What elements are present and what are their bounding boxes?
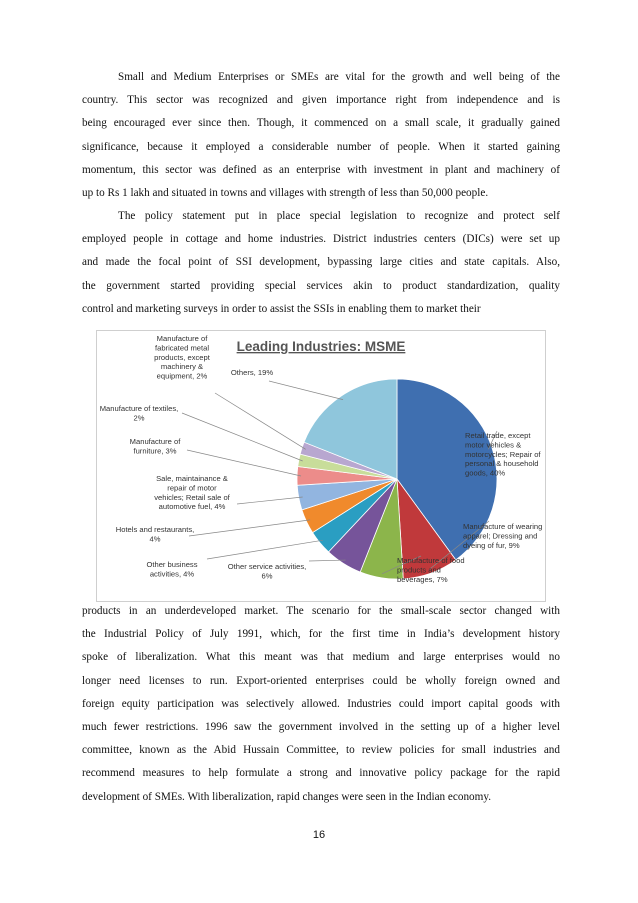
slice-label-line: motorcycles; Repair of [465,449,541,459]
slice-label-line: equipment, 2% [156,371,208,381]
slice-label-line: 6% [261,571,273,581]
text-line: longer need licenses to run. Export-oriented enterprises could be wholly foreign owned and [82,674,560,687]
text-line: The policy statement put in place special legislation to recognize and protect self [118,210,560,222]
slice-label-line: fabricated metal [154,343,210,353]
slice-label-line: 2% [133,413,145,423]
slice-label-line: machinery & [160,362,204,372]
slice-label-line: Other service activities, [227,562,307,571]
slice-label-line: activities, 4% [149,569,195,579]
slice-label-line: Manufacture of food [397,556,465,565]
text-line: development of SMEs. With liberalization, rapid changes were seen in the Indian economy. [82,790,492,803]
text-line: Small and Medium Enterprises or SMEs are vital for the growth and well being of the [118,71,560,83]
slice-label-line: Other business [146,560,198,569]
slice-label [154,474,230,511]
text-line: control and marketing surveys in order to assist the SSIs in enabling them to market their [82,302,481,315]
text-line: foreign equity participation was selectively allowed. Industries could import capital goods with [82,697,560,710]
slice-label-line: products, except [154,352,210,362]
text-line: committee, known as the Abid Hussain Committee, to review policies for small industries and [82,744,560,757]
slice-label-line: vehicles; Retail sale of [154,492,230,502]
leader-line [207,540,323,559]
pie-chart [96,330,546,602]
slice-label-line: motor vehicles & [465,440,522,450]
text-line: the Industrial Policy of July 1991, which, for the first time in India’s development history [82,628,560,641]
slice-label-line: beverages, 7% [397,574,448,584]
slice-label [130,437,182,455]
slice-label-line: Retail trade, except [465,431,531,440]
page-number: 16 [312,829,326,841]
slice-label-line: Manufacture of [129,437,181,446]
slice-label-line: Sale, maintainance & [156,474,228,483]
slice-label [463,522,542,550]
slice-label-line: dyeing of fur, 9% [463,540,520,550]
text-line: country. This sector was recognized and given importance right from independence and is [82,94,560,107]
text-line: employed people in cottage and home industries. District industries centers (DICs) were set up [82,233,560,246]
slice-label-line: Hotels and restaurants, [115,525,195,534]
slice-label-line: goods, 40% [465,468,506,478]
slice-label [116,525,195,543]
leader-line [269,381,343,400]
slice-label [465,431,541,478]
text-line: the government started providing special services akin to product standardization, quality [82,279,560,292]
leader-line [189,520,310,536]
text-line: recommend measures to help formulate a strong and innovative policy package for the rapid [82,767,560,780]
slice-label-line: apparel; Dressing and [463,531,538,541]
text-line: being encouraged ever since then. Though, it commenced on a small scale, it gradually gained [82,117,560,130]
slice-label-line: Manufacture of textiles, [99,404,179,413]
slice-label [231,368,273,377]
leader-line [215,393,306,449]
slice-label-line: 4% [149,534,161,544]
text-line: significance, because it employed a considerable number of people. When it started gaining [82,140,560,153]
paragraph-1 [82,66,560,205]
paragraph-3 [82,600,560,809]
leader-line [182,413,303,461]
slice-label [397,556,465,584]
text-line: and made the focal point of SSI development, bypassing large cities and state capitals. Also, [82,256,560,269]
chart-title: Leading Industries: MSME [236,339,406,354]
text-line: much fewer restrictions. 1996 saw the government involved in the setting up of a higher level [82,721,560,734]
slice-label [146,560,197,578]
text-line: up to Rs 1 lakh and situated in towns and villages with strength of less than 50,000 people. [82,187,489,200]
slice-label-line: Manufacture of wearing [463,522,543,531]
slice-label-line: Others, 19% [230,368,274,377]
slice-label [100,404,179,422]
slice-label-line: repair of motor [167,483,217,493]
slice-label [228,562,307,580]
text-line: spoke of liberalization. What this meant was that medium and large enterprises would no [82,651,560,664]
text-line: products in an underdeveloped market. The scenario for the small-scale sector changed with [82,605,560,617]
slice-label-line: automotive fuel, 4% [158,502,226,512]
slice-label [154,334,211,381]
slice-label-line: products and [397,565,441,575]
slice-label-line: furniture, 3% [133,446,177,456]
slice-label-line: Manufacture of [156,334,208,343]
leader-line [237,497,303,504]
slice-label-line: personal & household [465,459,539,469]
text-line: momentum, this sector was defined as an enterprise with investment in plant and machinery of [82,163,560,176]
paragraph-2 [82,205,560,321]
